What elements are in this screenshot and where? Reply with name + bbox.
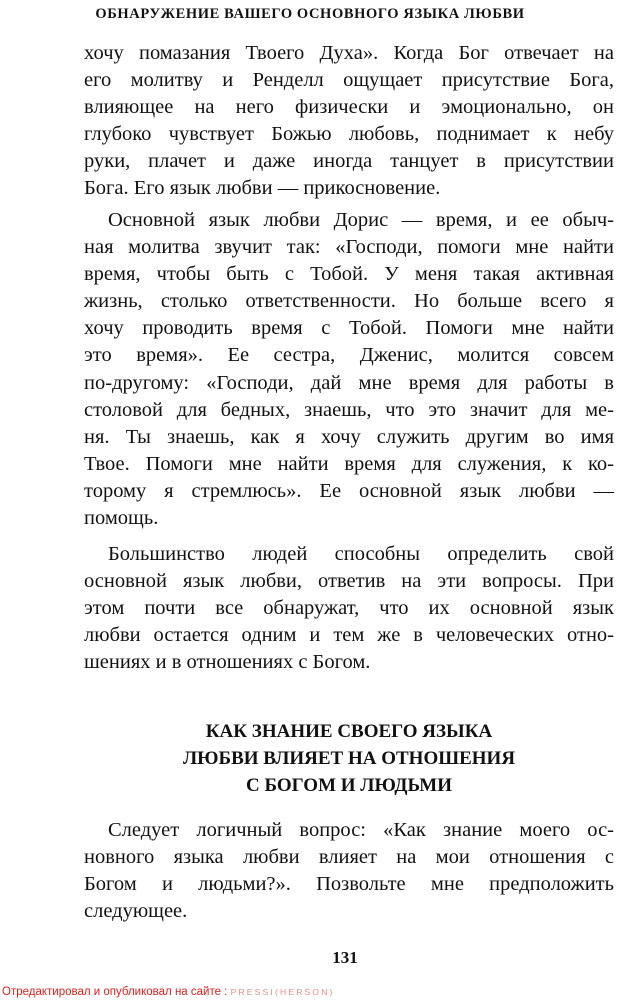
text-line: Бога. Его язык любви — прикосновение. <box>84 177 441 200</box>
text-line: основной язык любви, ответив на эти вопросы. При <box>84 570 614 593</box>
text-line: шениях и в отношениях с Богом. <box>84 651 371 674</box>
text-line: время, чтобы быть с Тобой. У меня такая активная <box>84 263 614 286</box>
text-line: ня. Ты знаешь, как я хочу служить другим во имя <box>84 425 614 448</box>
text-line: этом почти все обнаружат, что их основной язык <box>84 597 614 620</box>
text-line: его молитву и Ренделл ощущает присутствие Бога, <box>84 69 614 92</box>
text-line: любви остается одним и тем же в человеческих отно- <box>84 624 614 647</box>
text-line: следующее. <box>84 900 188 923</box>
paragraph-2 <box>84 207 614 532</box>
footer-text: Отредактировал и опубликовал на сайте : <box>2 986 231 998</box>
paragraph-4 <box>84 817 614 925</box>
text-line: хочу помазания Твоего Духа». Когда Бог отвечает на <box>84 42 614 64</box>
text-line: глубоко чувствует Божью любовь, поднимает к небу <box>84 123 614 146</box>
text-line: помощь. <box>84 507 159 530</box>
text-line: торому я стремлюсь». Ее основной язык любви — <box>84 479 614 502</box>
text-line: Твое. Помоги мне найти время для служения, к ко- <box>84 452 614 475</box>
text-line: Следует логичный вопрос: «Как знание моего ос- <box>108 819 614 841</box>
heading-line: КАК ЗНАНИЕ СВОЕГО ЯЗЫКА <box>205 721 493 742</box>
heading-line: ЛЮБВИ ВЛИЯЕТ НА ОТНОШЕНИЯ <box>182 748 516 769</box>
text-line: по-другому: «Господи, дай мне время для работы в <box>84 371 614 394</box>
running-head: ОБНАРУЖЕНИЕ ВАШЕГО ОСНОВНОГО ЯЗЫКА ЛЮБВИ <box>95 6 525 22</box>
text-line: руки, плачет и даже иногда танцует в присутствии <box>84 150 614 173</box>
footer-credit <box>2 986 335 998</box>
text-line: хочу проводить время с Тобой. Помоги мне найти <box>84 317 614 340</box>
text-line: новного языка любви влияет на мои отношения с <box>84 846 614 869</box>
text-line: Богом и людьми?». Позвольте мне предположить <box>84 873 614 896</box>
text-line: жизнь, столько ответственности. Но больше всего я <box>84 290 614 313</box>
section-heading <box>84 718 614 799</box>
heading-line: С БОГОМ И ЛЮДЬМИ <box>246 775 452 796</box>
paragraph-1 <box>84 40 614 203</box>
text-line: столовой для бедных, знаешь, что это значит для ме- <box>84 398 614 421</box>
paragraph-3 <box>84 541 614 676</box>
page-number: 131 <box>332 948 358 967</box>
text-line: это время». Ее сестра, Дженис, молится совсем <box>84 344 614 367</box>
footer-site: PRESSI(HERSON) <box>230 987 335 997</box>
text-line: влияющее на него физически и эмоционально, он <box>84 96 614 119</box>
text-line: Большинство людей способны определить свой <box>108 543 614 565</box>
text-line: ная молитва звучит так: «Господи, помоги мне найти <box>84 236 614 259</box>
text-line: Основной язык любви Дорис — время, и ее обыч- <box>108 209 614 231</box>
